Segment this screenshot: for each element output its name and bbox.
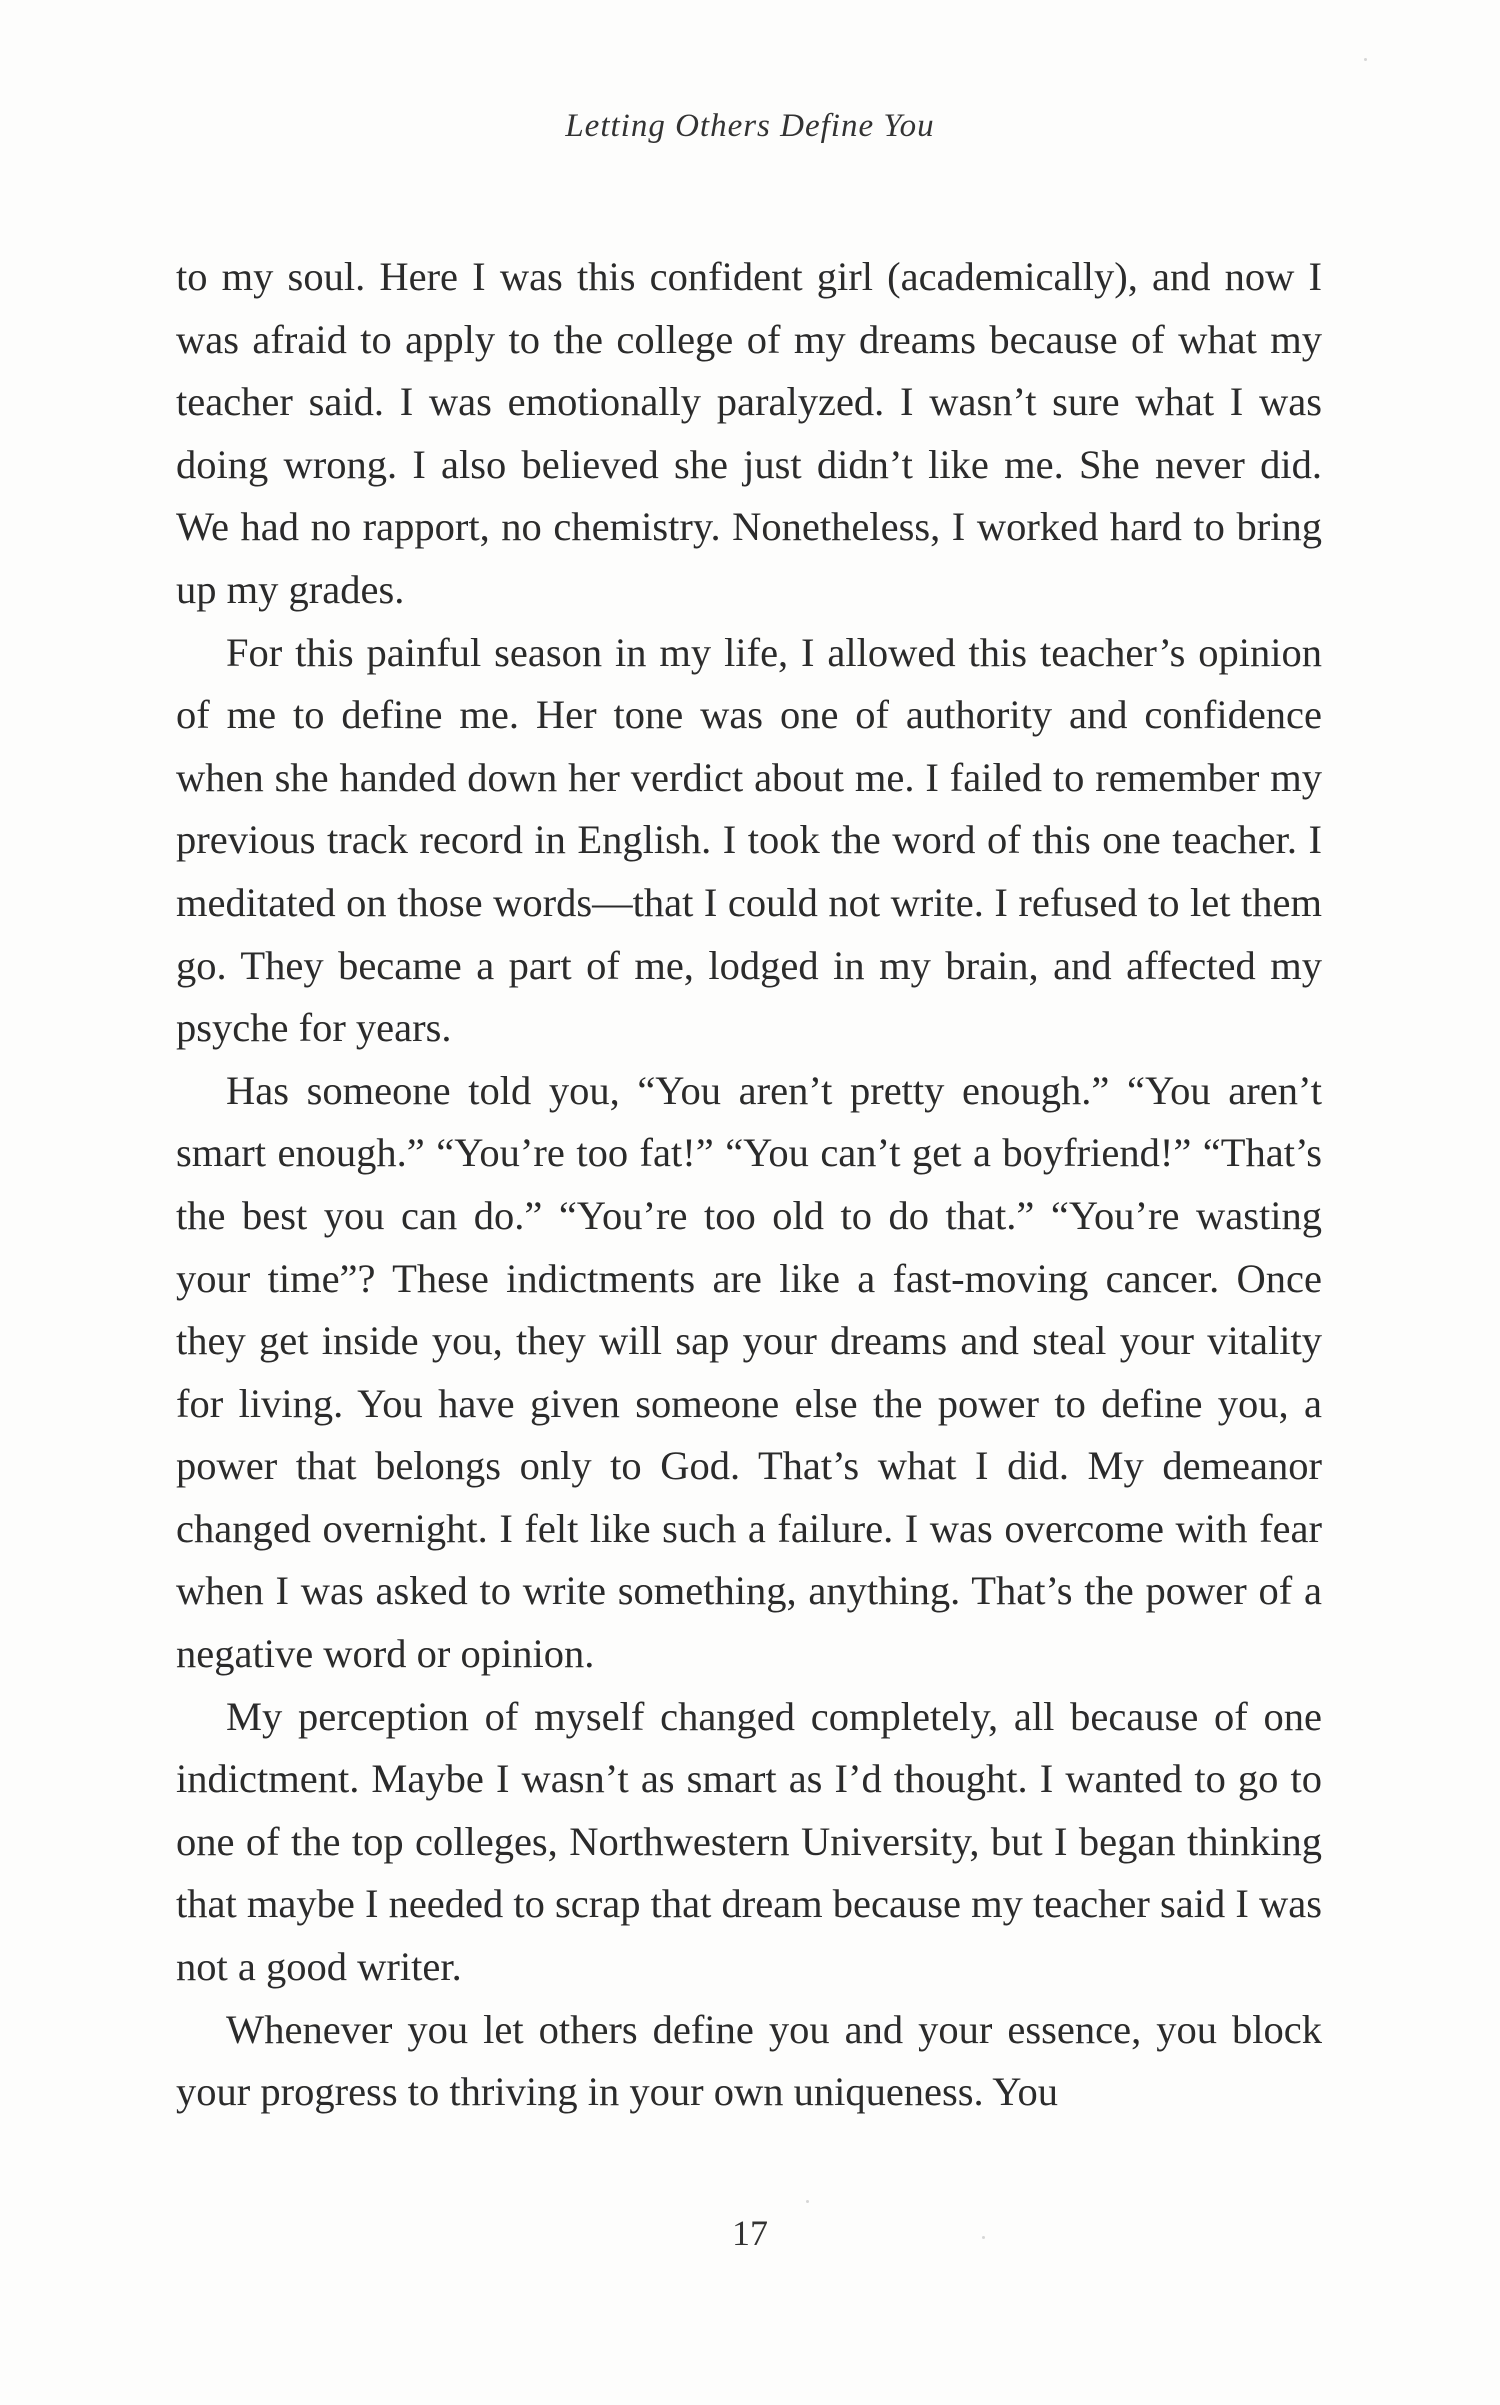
body-text <box>176 246 1322 2124</box>
paragraph: For this painful season in my life, I allowed this teacher’s opinion of me to define me. Her tone was one of authority and confidence when she handed down her verdict about me. I failed to remember my previous track record in English. I took the word of this one teacher. I meditated on those words—that I could not write. I refused to let them go. They became a part of me, lodged in my brain, and affected my psyche for years. <box>176 629 1322 1051</box>
paragraph-continuation: to my soul. Here I was this confident girl (academically), and now I was afraid to apply to the college of my dreams because of what my teacher said. I was emotionally paralyzed. I wasn’t sure what I was doing wrong. I also believed she just didn’t like me. She never did. We had no rapport, no chemistry. Nonetheless, I worked hard to bring up my grades. <box>176 254 1322 612</box>
page-number: 17 <box>732 2213 768 2253</box>
paper-speck <box>982 2236 985 2239</box>
paper-speck <box>1364 58 1367 61</box>
paragraph: My perception of myself changed completely, all because of one indictment. Maybe I wasn’t as smart as I’d thought. I wanted to go to one of the top colleges, Northwestern University, but I began thinking that maybe I needed to scrap that dream because my teacher said I was not a good writer. <box>176 1693 1322 1990</box>
paragraph: Whenever you let others define you and your essence, you block your progress to thriving in your own uniqueness. You <box>176 2006 1322 2115</box>
running-head: Letting Others Define You <box>565 108 935 144</box>
paper-speck <box>806 2200 809 2203</box>
paragraph: Has someone told you, “You aren’t pretty enough.” “You aren’t smart enough.” “You’re too fat!” “You can’t get a boyfriend!” “That’s the best you can do.” “You’re too old to do that.” “You’re wasting your time”? These indictments are like a fast-moving cancer. Once they get inside you, they will sap your dreams and steal your vitality for living. You have given someone else the power to define you, a power that belongs only to God. That’s what I did. My demeanor changed overnight. I felt like such a failure. I was overcome with fear when I was asked to write something, anything. That’s the power of a negative word or opinion. <box>176 1067 1322 1677</box>
